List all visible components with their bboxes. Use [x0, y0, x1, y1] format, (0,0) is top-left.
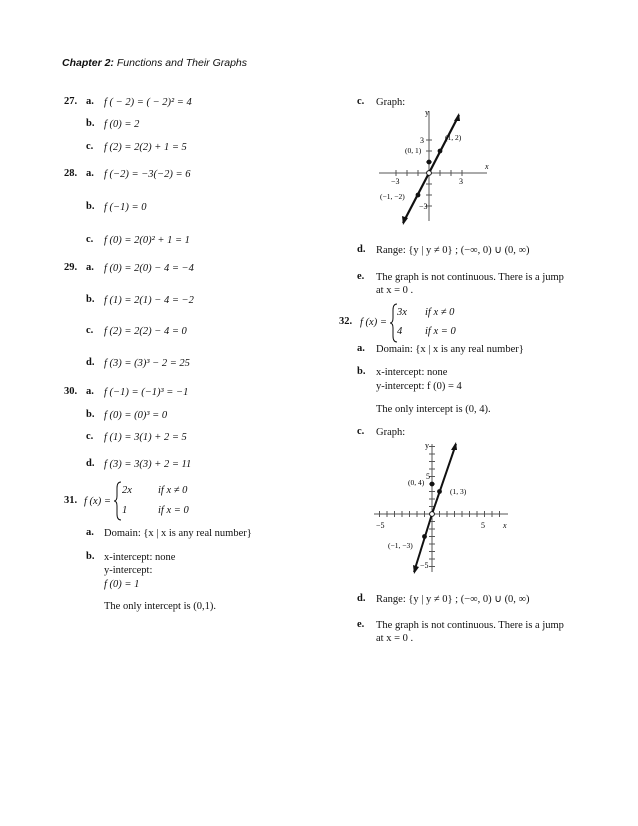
piecewise-cond-2: if x = 0 — [158, 505, 189, 516]
chapter-title: Functions and Their Graphs — [116, 57, 248, 69]
answer-29c: f (2) = 2(2) − 4 = 0 — [104, 326, 187, 337]
answer-28c: f (0) = 2(0)² + 1 = 1 — [104, 235, 190, 246]
x-tick-3: 3 — [459, 177, 463, 186]
arrow-up — [451, 442, 457, 450]
x-intercept-31: x-intercept: none — [104, 552, 176, 563]
piecewise-case-1: 3x — [397, 307, 407, 318]
piecewise-fx: f (x) = — [360, 317, 387, 328]
x-tick-neg5: −5 — [376, 521, 385, 530]
part-label: a. — [86, 96, 94, 107]
y-axis-label: y — [425, 441, 429, 450]
piecewise-fx: f (x) = — [84, 496, 111, 507]
answer-30b: f (0) = (0)³ = 0 — [104, 410, 168, 421]
problem-number: 30. — [64, 386, 78, 397]
answer-29b: f (1) = 2(1) − 4 = −2 — [104, 295, 194, 306]
problem-number: 28. — [64, 168, 78, 179]
domain-31: Domain: {x | x is any real number} — [104, 528, 252, 539]
problem-number: 31. — [64, 495, 78, 506]
answer-30a: f (−1) = (−1)³ = −1 — [104, 387, 189, 398]
answer-30c: f (1) = 3(1) + 2 = 5 — [104, 432, 187, 443]
continuity-31-line2: at x = 0 . — [376, 285, 414, 296]
only-intercept-31: The only intercept is (0,1). — [104, 601, 216, 612]
open-circle — [427, 171, 432, 176]
part-label: e. — [357, 271, 365, 282]
problem-number: 27. — [64, 96, 78, 107]
only-intercept-32: The only intercept is (0, 4). — [376, 404, 491, 415]
page-header — [62, 57, 247, 69]
part-label: b. — [357, 366, 366, 377]
answer-29a: f (0) = 2(0) − 4 = −4 — [104, 263, 194, 274]
range-32: Range: {y | y ≠ 0} ; (−∞, 0) ∪ (0, ∞) — [376, 594, 530, 605]
y-intercept-value-31: f (0) = 1 — [104, 579, 140, 590]
x-axis-label: x — [503, 521, 507, 530]
part-label: b. — [86, 201, 95, 212]
piecewise-case-2: 1 — [122, 505, 128, 516]
graph-line-right — [432, 444, 456, 514]
graph-line-left — [403, 173, 429, 223]
point-label-neg1-neg3: (−1, −3) — [388, 541, 413, 550]
y-intercept-32: y-intercept: f (0) = 4 — [376, 381, 462, 392]
answer-28a: f (−2) = −3(−2) = 6 — [104, 169, 191, 180]
continuity-32-line2: at x = 0 . — [376, 633, 414, 644]
domain-32: Domain: {x | x is any real number} — [376, 344, 524, 355]
graph-32 — [370, 438, 520, 576]
part-label: a. — [357, 343, 365, 354]
arrow-down — [413, 565, 419, 574]
graph-31 — [375, 105, 493, 225]
graph-line-right — [429, 115, 459, 173]
piecewise-cond-1: if x ≠ 0 — [425, 307, 455, 318]
point-0-1 — [427, 160, 432, 165]
chapter-label: Chapter 2: — [62, 57, 114, 69]
part-label: e. — [357, 619, 365, 630]
point-label-1-3: (1, 3) — [450, 487, 467, 496]
part-label: a. — [86, 168, 94, 179]
part-label: c. — [86, 325, 94, 336]
range-31: Range: {y | y ≠ 0} ; (−∞, 0) ∪ (0, ∞) — [376, 245, 530, 256]
problem-number: 29. — [64, 262, 78, 273]
part-label: c. — [86, 431, 94, 442]
answer-27c: f (2) = 2(2) + 1 = 5 — [104, 142, 187, 153]
point-0-4 — [430, 482, 435, 487]
y-axis-label: y — [425, 108, 429, 117]
graph-label-32: Graph: — [376, 427, 406, 438]
part-label: c. — [86, 234, 94, 245]
x-intercept-32: x-intercept: none — [376, 367, 448, 378]
part-label: c. — [357, 426, 365, 437]
continuity-32-line1: The graph is not continuous. There is a jump — [376, 620, 564, 631]
part-label: b. — [86, 409, 95, 420]
part-label: b. — [86, 551, 95, 562]
x-axis-label: x — [485, 162, 489, 171]
piecewise-cond-1: if x ≠ 0 — [158, 485, 188, 496]
part-label: a. — [86, 386, 94, 397]
answer-30d: f (3) = 3(3) + 2 = 11 — [104, 459, 192, 470]
point-label-neg1-neg2: (−1, −2) — [380, 192, 405, 201]
part-label: a. — [86, 262, 94, 273]
part-label: d. — [357, 593, 366, 604]
part-label: d. — [86, 458, 95, 469]
open-circle — [430, 512, 435, 517]
point-1-3 — [437, 489, 442, 494]
part-label: b. — [86, 294, 95, 305]
answer-27a: f ( − 2) = ( − 2)² = 4 — [104, 97, 192, 108]
problem-number: 32. — [339, 316, 353, 327]
arrow-up — [454, 113, 460, 121]
part-label: a. — [86, 527, 94, 538]
graph-label-31: Graph: — [376, 97, 406, 108]
y-tick-3: 3 — [420, 136, 424, 145]
point-neg1-neg3 — [422, 534, 427, 539]
point-label-0-4: (0, 4) — [408, 478, 425, 487]
piecewise-cond-2: if x = 0 — [425, 326, 456, 337]
point-label-0-1: (0, 1) — [405, 146, 422, 155]
y-tick-neg3: −3 — [419, 202, 428, 211]
point-neg1-neg2 — [416, 193, 421, 198]
piecewise-case-1: 2x — [122, 485, 132, 496]
part-label: c. — [86, 141, 94, 152]
answer-29d: f (3) = (3)³ − 2 = 25 — [104, 358, 190, 369]
x-tick-5: 5 — [481, 521, 485, 530]
y-intercept-31: y-intercept: — [104, 565, 153, 576]
piecewise-case-2: 4 — [397, 326, 403, 337]
answer-27b: f (0) = 2 — [104, 119, 140, 130]
point-label-1-2: (1, 2) — [445, 133, 462, 142]
part-label: d. — [86, 357, 95, 368]
point-1-2 — [438, 149, 443, 154]
y-tick-neg5: −5 — [420, 561, 429, 570]
y-tick-5: 5 — [426, 472, 430, 481]
answer-28b: f (−1) = 0 — [104, 202, 147, 213]
x-tick-neg3: −3 — [391, 177, 400, 186]
part-label: c. — [357, 96, 365, 107]
part-label: b. — [86, 118, 95, 129]
part-label: d. — [357, 244, 366, 255]
continuity-31-line1: The graph is not continuous. There is a jump — [376, 272, 564, 283]
